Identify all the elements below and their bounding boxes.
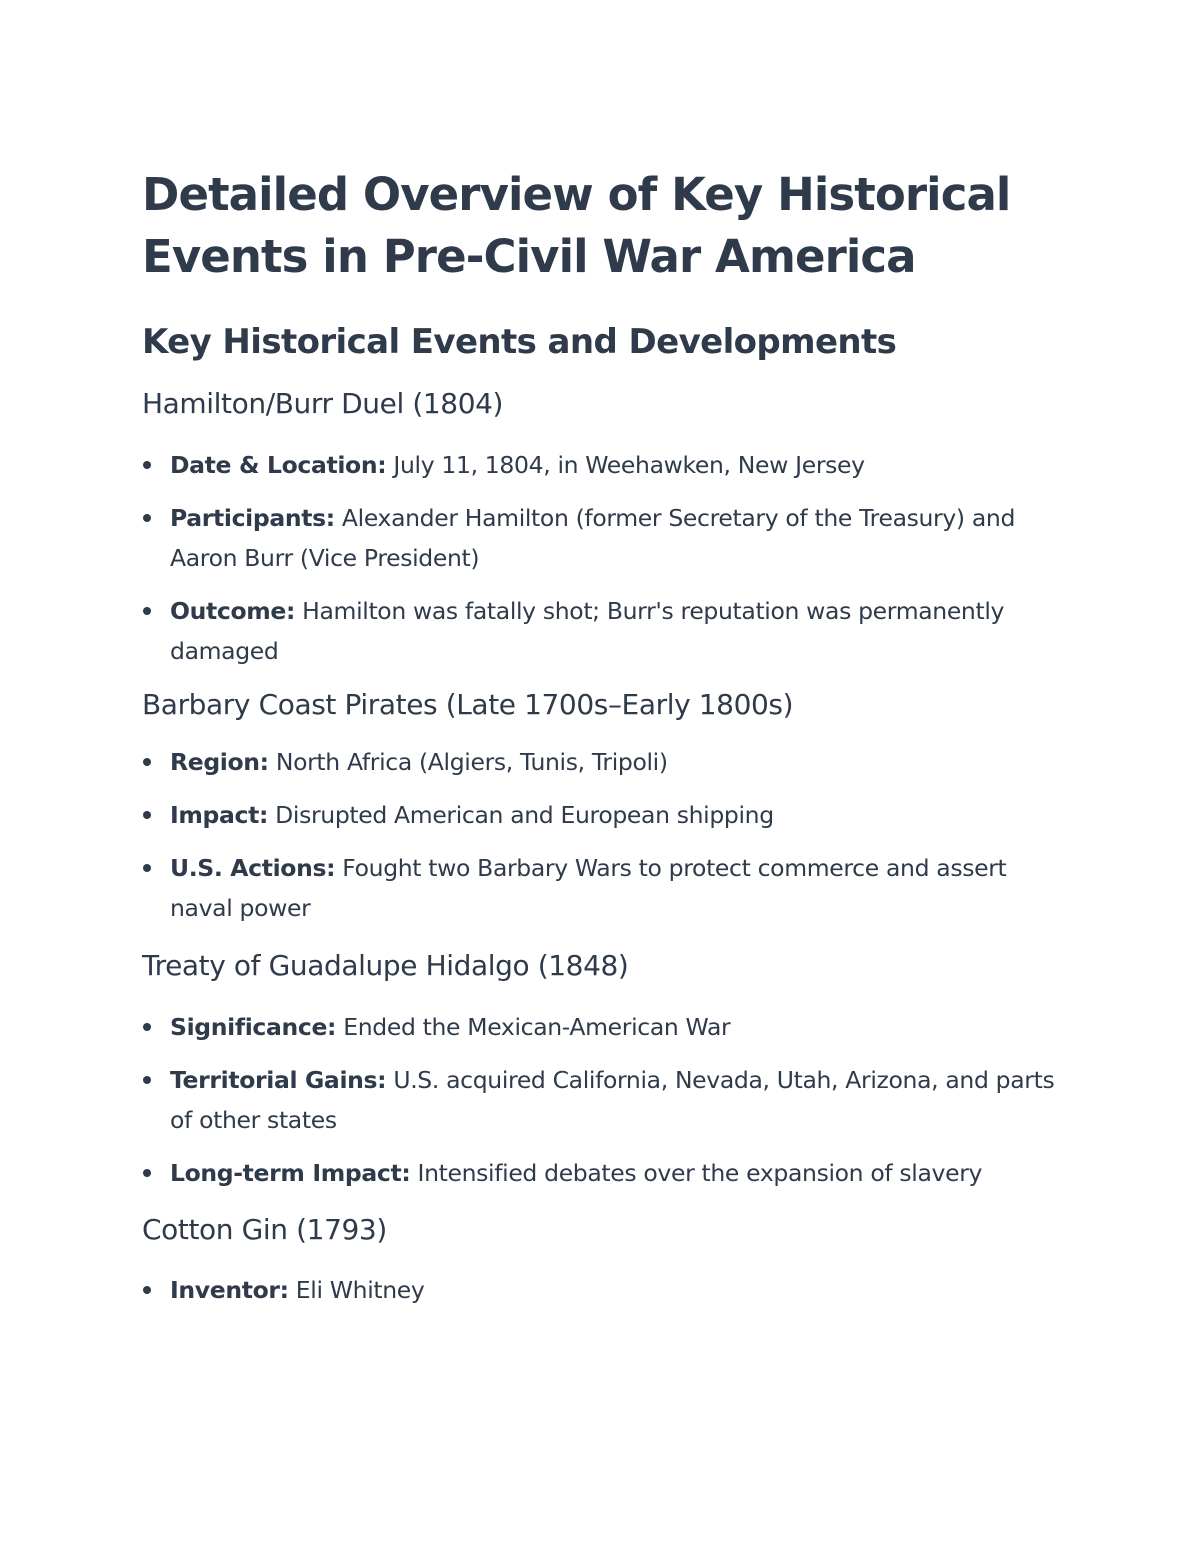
item-label: Significance: [170,1013,337,1041]
list-item [142,498,1062,578]
bullet-icon [143,1169,151,1177]
list-item [142,1270,1062,1310]
bullet-icon [143,758,151,766]
bullet-list [142,1270,1062,1310]
bullet-list [142,445,1062,671]
list-item [142,1007,1062,1047]
bullet-icon [143,1023,151,1031]
item-text: July 11, 1804, in Weehawken, New Jersey [386,451,865,479]
item-text: U.S. acquired California, Nevada, Utah, Arizona, and parts of other states [170,1066,1055,1134]
item-text: North Africa (Algiers, Tunis, Tripoli) [268,748,668,776]
bullet-icon [143,1076,151,1084]
list-item [142,1153,1062,1193]
page-title: Detailed Overview of Key Historical Events in Pre-Civil War America [142,168,1011,283]
section-cotton-gin [142,1210,1062,1310]
page-subtitle: Key Historical Events and Developments [142,322,897,362]
item-text: Alexander Hamilton (former Secretary of the Treasury) and Aaron Burr (Vice President) [170,504,1016,572]
bullet-icon [143,461,151,469]
bullet-icon [143,514,151,522]
item-text: Eli Whitney [288,1276,425,1304]
bullet-list [142,742,1062,928]
item-label: Date & Location: [170,451,387,479]
list-item [142,1060,1062,1140]
section-heading: Hamilton/Burr Duel (1804) [142,387,504,420]
bullet-icon [143,811,151,819]
section-hamilton-burr-duel [142,384,1062,671]
list-item [142,795,1062,835]
item-text: Ended the Mexican-American War [336,1013,731,1041]
bullet-icon [143,864,151,872]
item-label: Long-term Impact: [170,1159,411,1187]
list-item [142,848,1062,928]
section-barbary-coast-pirates [142,685,1062,928]
bullet-list [142,1007,1062,1193]
item-text: Disrupted American and European shipping [268,801,774,829]
document-page [142,0,1062,1310]
item-label: Outcome: [170,597,296,625]
list-item [142,591,1062,671]
item-label: Participants: [170,504,335,532]
item-label: Impact: [170,801,269,829]
item-label: Territorial Gains: [170,1066,387,1094]
item-text: Fought two Barbary Wars to protect commerce and assert naval power [170,854,1007,922]
section-heading: Barbary Coast Pirates (Late 1700s–Early 1800s) [142,688,794,721]
section-treaty-guadalupe-hidalgo [142,946,1062,1193]
list-item [142,742,1062,782]
item-text: Intensified debates over the expansion of slavery [410,1159,983,1187]
item-text: Hamilton was fatally shot; Burr's reputation was permanently damaged [170,597,1005,665]
section-heading: Cotton Gin (1793) [142,1213,387,1246]
list-item [142,445,1062,485]
item-label: U.S. Actions: [170,854,336,882]
bullet-icon [143,1286,151,1294]
item-label: Inventor: [170,1276,289,1304]
section-heading: Treaty of Guadalupe Hidalgo (1848) [142,949,629,982]
bullet-icon [143,607,151,615]
item-label: Region: [170,748,269,776]
